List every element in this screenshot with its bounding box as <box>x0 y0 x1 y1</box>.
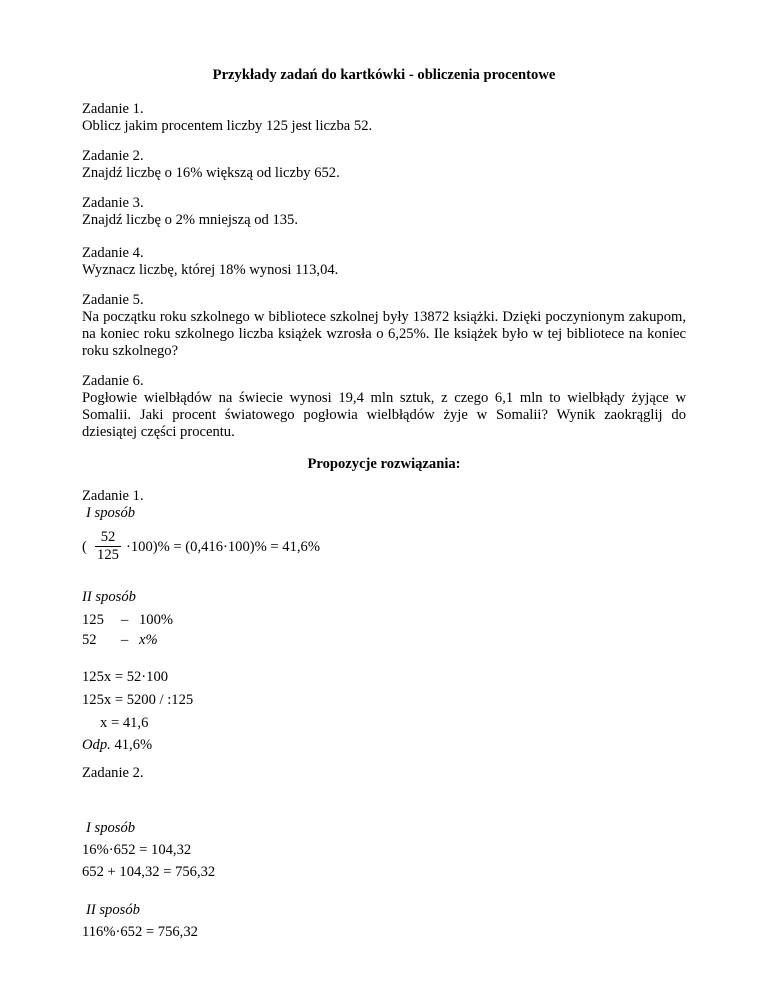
solutions-heading: Propozycje rozwiązania: <box>307 456 461 472</box>
method-label: I sposób <box>86 505 136 521</box>
task-label: Zadanie 3. <box>82 195 144 211</box>
proportion-cell: 125 <box>82 612 104 628</box>
method-label: II sposób <box>82 589 136 605</box>
proportion-cell: x% <box>139 632 158 648</box>
task-text: Pogłowie wielbłądów na świecie wynosi 19,4 mln sztuk, z czego 6,1 mln to wielbłądy żyjące w Somalii. Jaki procent światowego pogłowia wielbłądów żyje w Somalii? Wynik zaokrąglij do dziesiątej części procentu. <box>82 390 686 440</box>
proportion-cell: 52 <box>82 632 97 648</box>
task-label: Zadanie 1. <box>82 101 144 117</box>
page-title: Przykłady zadań do kartkówki - obliczenia procentowe <box>212 67 556 83</box>
task-text: Znajdź liczbę o 16% większą od liczby 652. <box>82 165 340 181</box>
answer-line <box>82 737 152 754</box>
answer-label: Odp. <box>82 737 111 753</box>
method-label: I sposób <box>86 820 136 836</box>
equation-line: 125x = 52·100 <box>82 669 169 685</box>
expression: ·100)% = (0,416·100)% = 41,6% <box>126 539 320 555</box>
equation-line: x = 41,6 <box>100 715 149 731</box>
equation-line: 16%·652 = 104,32 <box>82 842 192 858</box>
fraction-numerator: 52 <box>100 529 116 545</box>
proportion-cell: 100% <box>139 612 174 628</box>
answer-value: 41,6% <box>114 737 153 753</box>
task-text: Na początku roku szkolnego w bibliotece szkolnej były 13872 książki. Dzięki poczynionym zakupom, na koniec roku szkolnego liczba książek wzrosła o 6,25%. Ile książek było w tej bibliotece na koniec roku szkolnego? <box>82 309 686 359</box>
solution-label: Zadanie 1. <box>82 488 144 504</box>
fraction-denominator: 125 <box>97 547 119 563</box>
proportion-cell: – <box>121 632 129 648</box>
fraction <box>88 530 128 563</box>
equation-line: 125x = 5200 / :125 <box>82 692 194 708</box>
task-text: Wyznacz liczbę, której 18% wynosi 113,04. <box>82 262 339 278</box>
equation-line: 116%·652 = 756,32 <box>82 924 198 940</box>
task-label: Zadanie 4. <box>82 245 144 261</box>
task-text: Oblicz jakim procentem liczby 125 jest liczba 52. <box>82 118 373 134</box>
equation-line: 652 + 104,32 = 756,32 <box>82 864 216 880</box>
task-label: Zadanie 2. <box>82 148 144 164</box>
solution-label: Zadanie 2. <box>82 765 144 781</box>
open-paren: ( <box>82 539 87 555</box>
proportion-cell: – <box>121 612 129 628</box>
method-label: II sposób <box>86 902 140 918</box>
task-text: Znajdź liczbę o 2% mniejszą od 135. <box>82 212 298 228</box>
task-label: Zadanie 5. <box>82 292 144 308</box>
task-label: Zadanie 6. <box>82 373 144 389</box>
